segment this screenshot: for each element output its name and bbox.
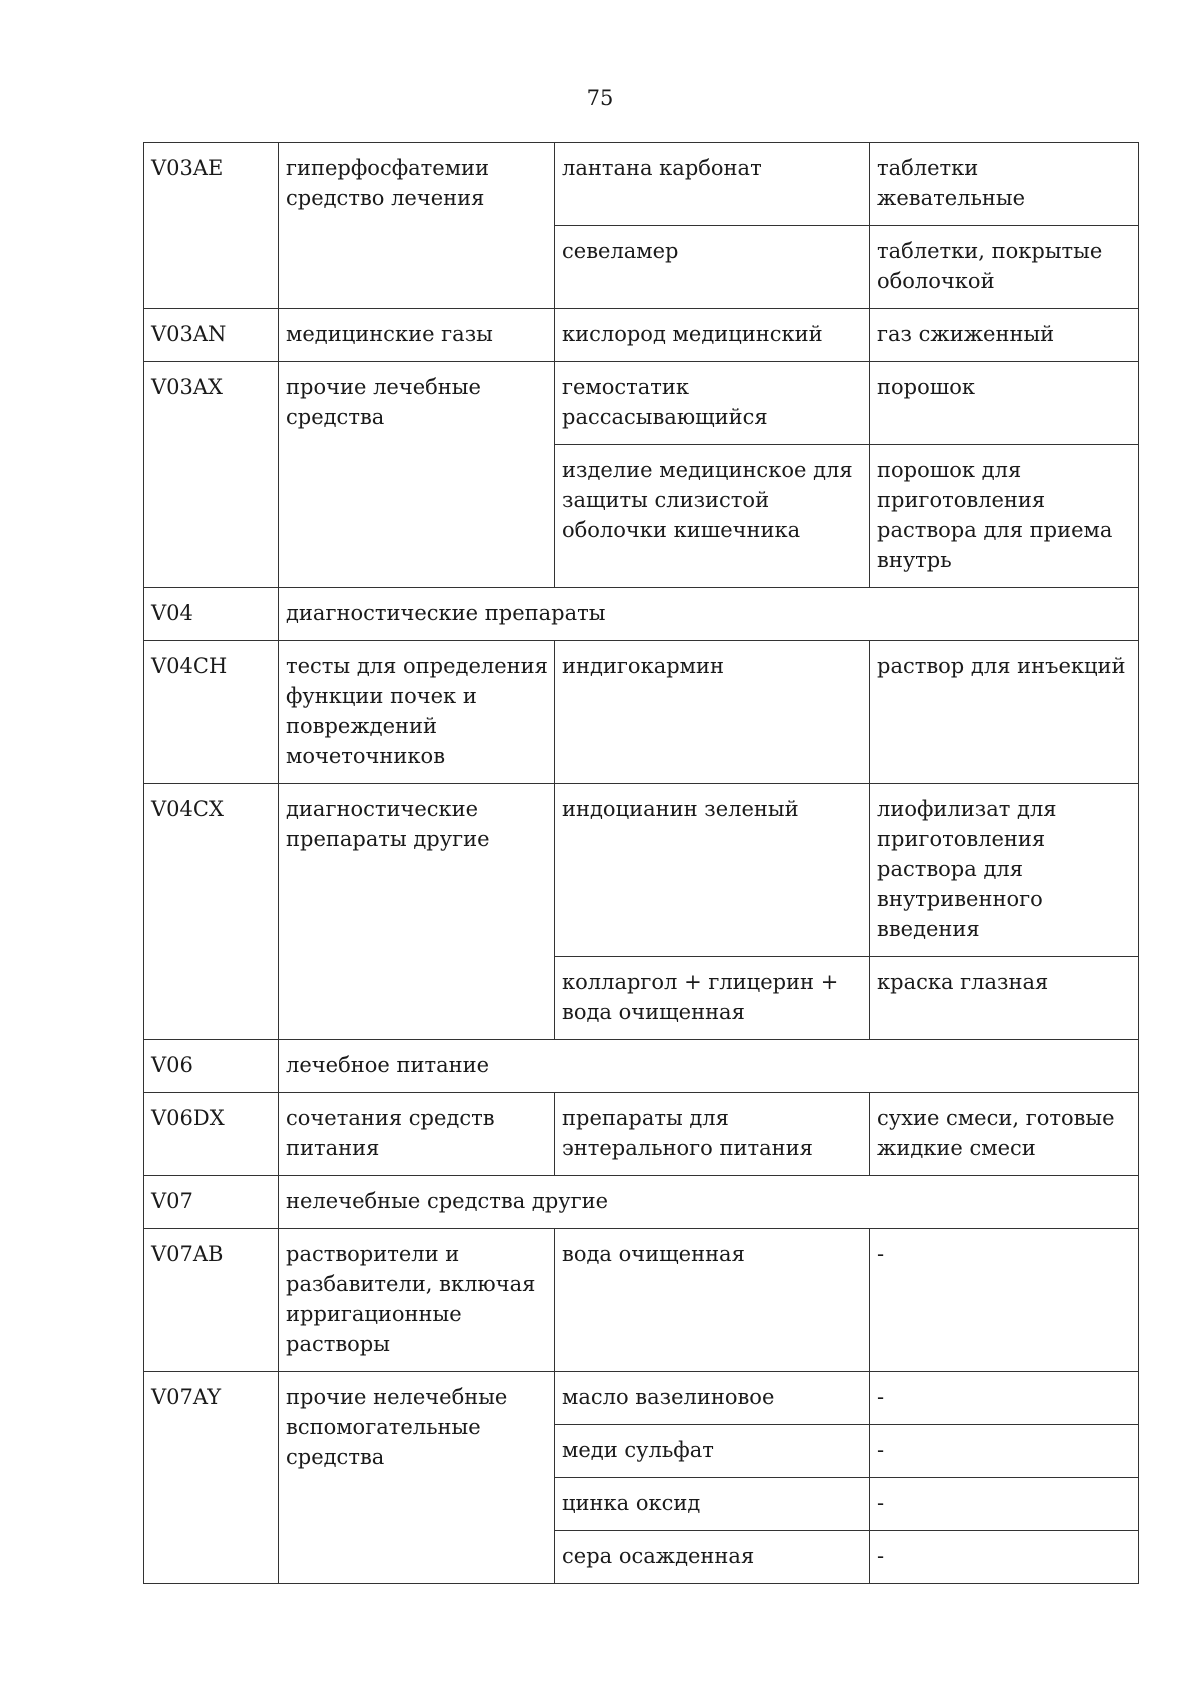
atc-code-cell: V03AN [144, 309, 279, 362]
dosage-form-cell: газ сжиженный [870, 309, 1139, 362]
dosage-form-cell: - [870, 1425, 1139, 1478]
dosage-form-cell: - [870, 1372, 1139, 1425]
table-row [144, 143, 1139, 226]
group-name-cell: нелечебные средства другие [279, 1176, 1139, 1229]
atc-code-cell: V07AB [144, 1229, 279, 1372]
dosage-form-cell: лиофилизат для приготовления раствора для внутривенного введения [870, 784, 1139, 957]
group-name-cell: тесты для определения функции почек и повреждений мочеточников [279, 641, 555, 784]
dosage-form-cell: порошок для приготовления раствора для приема внутрь [870, 445, 1139, 588]
group-name-cell: прочие лечебные средства [279, 362, 555, 588]
table-row [144, 641, 1139, 784]
table-row [144, 1176, 1139, 1229]
dosage-form-cell: сухие смеси, готовые жидкие смеси [870, 1093, 1139, 1176]
drug-classification-table [143, 142, 1139, 1584]
dosage-form-cell: краска глазная [870, 957, 1139, 1040]
atc-code-cell: V04CX [144, 784, 279, 1040]
atc-code-cell: V06DX [144, 1093, 279, 1176]
group-name-cell: сочетания средств питания [279, 1093, 555, 1176]
drug-name-cell: гемостатик рассасывающийся [555, 362, 870, 445]
atc-code-cell: V03AE [144, 143, 279, 309]
drug-name-cell: препараты для энтерального питания [555, 1093, 870, 1176]
table-row [144, 784, 1139, 957]
drug-name-cell: изделие медицинское для защиты слизистой оболочки кишечника [555, 445, 870, 588]
drug-name-cell: сера осажденная [555, 1531, 870, 1584]
dosage-form-cell: таблетки жевательные [870, 143, 1139, 226]
table-row [144, 1093, 1139, 1176]
drug-name-cell: колларгол + глицерин + вода очищенная [555, 957, 870, 1040]
drug-name-cell: кислород медицинский [555, 309, 870, 362]
table-row [144, 362, 1139, 445]
group-name-cell: растворители и разбавители, включая ирригационные растворы [279, 1229, 555, 1372]
drug-name-cell: индигокармин [555, 641, 870, 784]
group-name-cell: медицинские газы [279, 309, 555, 362]
group-name-cell: диагностические препараты другие [279, 784, 555, 1040]
drug-name-cell: индоцианин зеленый [555, 784, 870, 957]
page-number: 75 [586, 86, 614, 110]
group-name-cell: лечебное питание [279, 1040, 1139, 1093]
table-row [144, 1229, 1139, 1372]
dosage-form-cell: - [870, 1478, 1139, 1531]
atc-code-cell: V07 [144, 1176, 279, 1229]
dosage-form-cell: таблетки, покрытые оболочкой [870, 226, 1139, 309]
table-row [144, 309, 1139, 362]
drug-name-cell: лантана карбонат [555, 143, 870, 226]
atc-code-cell: V06 [144, 1040, 279, 1093]
group-name-cell: диагностические препараты [279, 588, 1139, 641]
drug-name-cell: севеламер [555, 226, 870, 309]
dosage-form-cell: - [870, 1531, 1139, 1584]
dosage-form-cell: порошок [870, 362, 1139, 445]
drug-name-cell: масло вазелиновое [555, 1372, 870, 1425]
dosage-form-cell: - [870, 1229, 1139, 1372]
atc-code-cell: V04 [144, 588, 279, 641]
group-name-cell: гиперфосфатемии средство лечения [279, 143, 555, 309]
table-row [144, 1040, 1139, 1093]
drug-name-cell: вода очищенная [555, 1229, 870, 1372]
dosage-form-cell: раствор для инъекций [870, 641, 1139, 784]
table-row [144, 588, 1139, 641]
drug-name-cell: цинка оксид [555, 1478, 870, 1531]
drug-name-cell: меди сульфат [555, 1425, 870, 1478]
atc-code-cell: V07AY [144, 1372, 279, 1584]
atc-code-cell: V03AX [144, 362, 279, 588]
table-row [144, 1372, 1139, 1425]
group-name-cell: прочие нелечебные вспомогательные средства [279, 1372, 555, 1584]
atc-code-cell: V04CH [144, 641, 279, 784]
